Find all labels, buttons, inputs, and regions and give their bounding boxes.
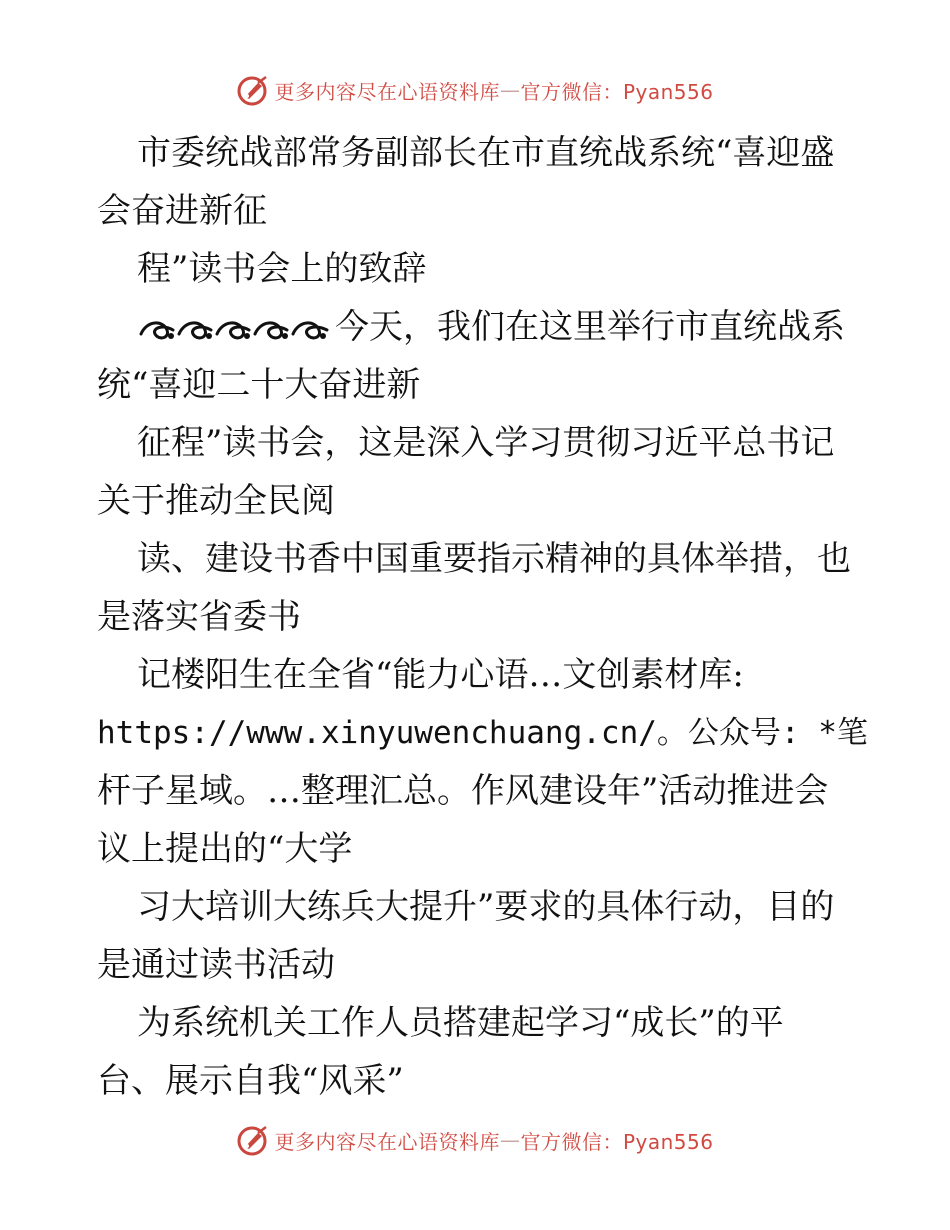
paragraph-line: 关于推动全民阅 — [97, 481, 335, 521]
paragraph-line: 习大培训大练兵大提升”要求的具体行动，目的 — [137, 887, 835, 927]
paragraph-line: 议上提出的“大学 — [97, 829, 353, 869]
paragraph-line: 记楼阳生在全省“能力心语…文创素材库: — [137, 655, 744, 695]
footer-brand-text: 更多内容尽在心语资料库 — [274, 1129, 500, 1154]
header-separator: — — [499, 78, 521, 102]
paragraph-line-url: https://www.xinyuwenchuang.cn/。公众号: *笔 — [97, 715, 868, 751]
footer-separator: — — [499, 1128, 521, 1152]
paragraph-line: 统“喜迎二十大奋进新 — [97, 365, 421, 405]
paragraph-line: 为系统机关工作人员搭建起学习“成长”的平 — [137, 1003, 784, 1043]
paragraph-line: 读、建设书香中国重要指示精神的具体举措，也 — [137, 539, 851, 579]
paragraph-line: 是落实省委书 — [97, 597, 301, 637]
paragraph-line: 是通过读书活动 — [97, 945, 335, 985]
title-line-2: 会奋进新征 — [97, 191, 267, 231]
paragraph-line: 杆子星域。…整理汇总。作风建设年”活动推进会 — [97, 771, 829, 811]
footer-contact-text: 官方微信：Pyan556 — [520, 1129, 714, 1154]
quill-logo-icon — [236, 73, 270, 107]
paragraph-line — [97, 298, 857, 356]
floral-ornament-icon — [137, 314, 333, 344]
quill-logo-icon — [236, 1123, 270, 1157]
title-line-3: 程”读书会上的致辞 — [137, 249, 427, 289]
header-banner — [0, 70, 950, 110]
title-line-1: 市委统战部常务副部长在市直统战系统“喜迎盛 — [137, 133, 835, 173]
paragraph-line: 台、展示自我“风采” — [97, 1061, 404, 1101]
paragraph-text: 今天，我们在这里举行市直统战系 — [335, 307, 845, 347]
paragraph-line: 征程”读书会，这是深入学习贯彻习近平总书记 — [137, 423, 835, 463]
footer-banner — [0, 1120, 950, 1160]
header-contact-text: 官方微信：Pyan556 — [520, 79, 714, 104]
document-body — [97, 124, 868, 1110]
header-brand-text: 更多内容尽在心语资料库 — [274, 79, 500, 104]
